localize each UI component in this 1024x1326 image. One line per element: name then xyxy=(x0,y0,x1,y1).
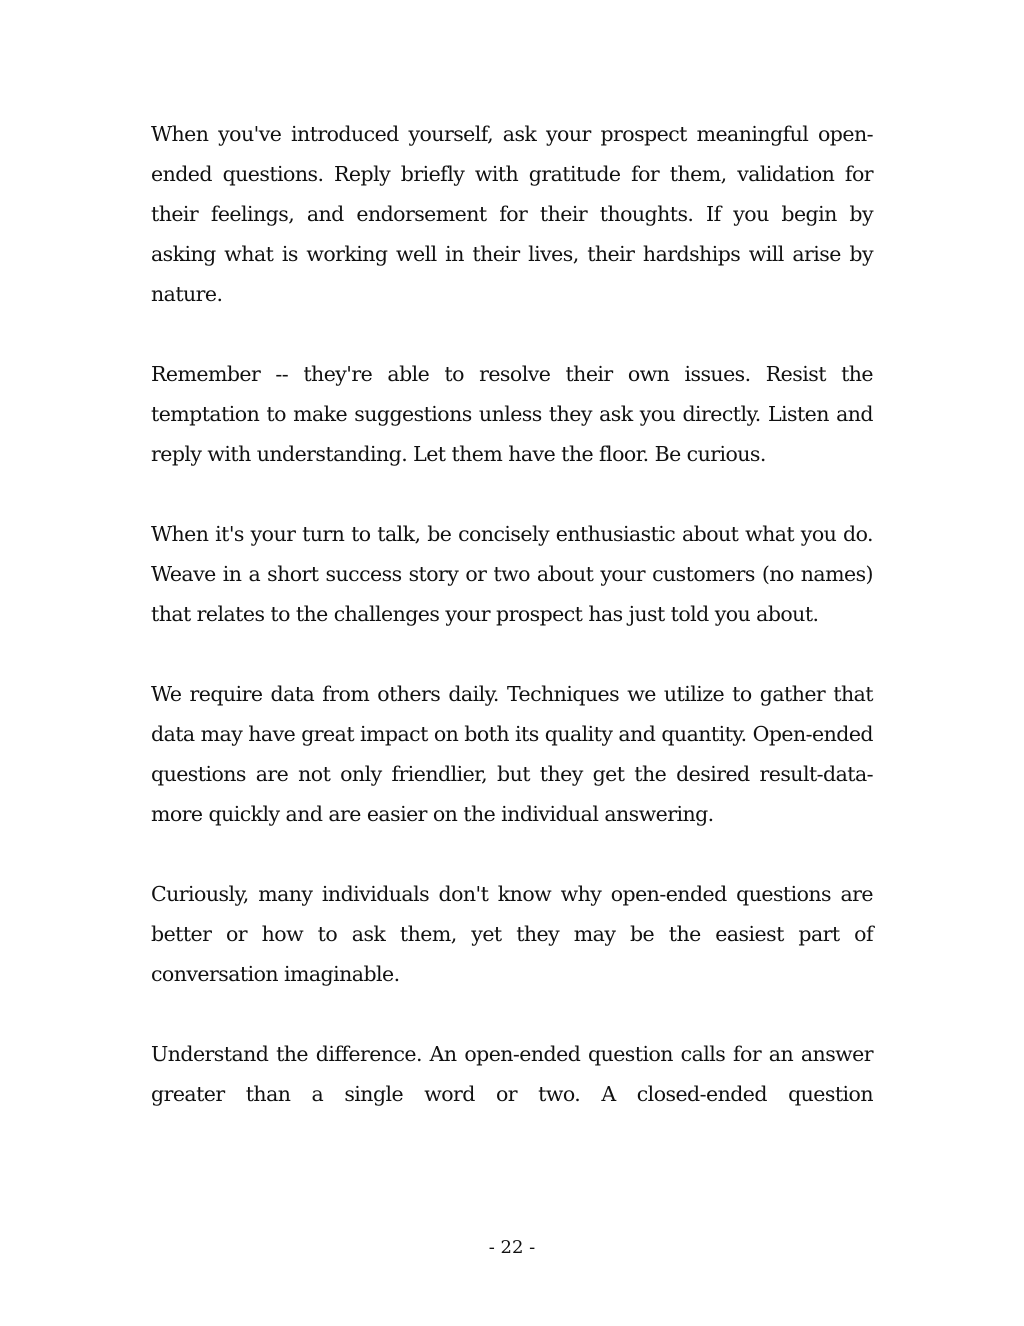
paragraph-3: When it's your turn to talk, be concisely enthusiastic about what you do. Weave in a short success story or two about your customers (no names) that relates to the challenges your prospect has just told you about. xyxy=(151,522,873,626)
paragraph-5: Curiously, many individuals don't know why open-ended questions are better or how to ask them, yet they may be the easiest part of conversation imaginable. xyxy=(151,882,873,986)
paragraph-2: Remember -- they're able to resolve their own issues. Resist the temptation to make suggestions unless they ask you directly. Listen and reply with understanding. Let them have the floor. Be curious. xyxy=(151,362,873,466)
body-text xyxy=(151,114,873,1114)
paragraph-6: Understand the difference. An open-ended question calls for an answer greater than a single word or two. A closed-ended question xyxy=(151,1042,873,1106)
page-number: - 22 - xyxy=(488,1237,536,1258)
paragraph-4: We require data from others daily. Techniques we utilize to gather that data may have great impact on both its quality and quantity. Open-ended questions are not only friendlier, but they get the desired result-data- more quickly and are easier on the individual answering. xyxy=(151,682,873,826)
paragraph-1: When you've introduced yourself, ask your prospect meaningful open-ended questions. Reply briefly with gratitude for them, validation for their feelings, and endorsement for their thoughts. If you begin by asking what is working well in their lives, their hardships will arise by nature. xyxy=(151,122,873,306)
